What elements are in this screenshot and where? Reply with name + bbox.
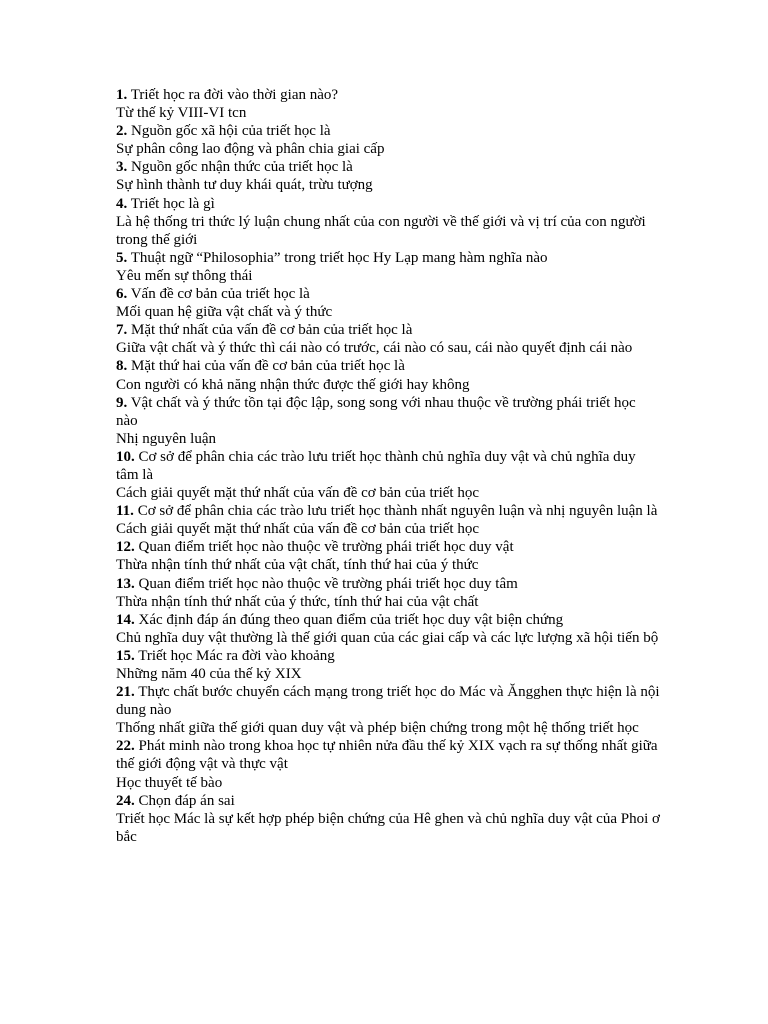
answer-text: Thống nhất giữa thế giới quan duy vật và phép biện chứng trong một hệ thống triết học [116,720,639,737]
question-number: 9. [116,394,128,411]
qa-item-9 [116,394,661,448]
answer-text: Sự phân công lao động và phân chia giai cấp [116,141,385,158]
qa-item-22 [116,737,661,791]
question-number: 11. [116,503,134,520]
question-text: Mặt thứ hai của vấn đề cơ bản của triết học là [127,358,405,375]
question [116,737,661,773]
question [116,158,661,176]
answer-text: Sự hình thành tư duy khái quát, trừu tượng [116,177,373,194]
question [116,86,661,104]
question-number: 10. [116,448,135,465]
question-number: 5. [116,249,128,266]
question-number: 2. [116,123,128,140]
qa-item-3 [116,158,661,194]
answer-text: Mối quan hệ giữa vật chất và ý thức [116,304,333,321]
question-text: Quan điểm triết học nào thuộc về trường phái triết học duy vật [134,539,514,556]
answer-text: Cách giải quyết mặt thứ nhất của vấn đề cơ bản của triết học [116,485,480,502]
question-number: 13. [116,575,135,592]
answer-text: Từ thế kỷ VIII-VI tcn [116,105,247,122]
answer-text: Thừa nhận tính thứ nhất của ý thức, tính thứ hai của vật chất [116,593,479,610]
question-text: Vật chất và ý thức tồn tại độc lập, song song với nhau thuộc về trường phái triết học nào [116,394,636,429]
qa-item-21 [116,683,661,737]
question-number: 12. [116,539,135,556]
question [116,502,661,520]
document-page [116,86,661,846]
answer-text: Triết học Mác là sự kết hợp phép biện chứng của Hê ghen và chủ nghĩa duy vật của Phoi ơ bắc [116,810,660,845]
qa-item-10 [116,448,661,502]
question-number: 15. [116,647,135,664]
question [116,285,661,303]
answer-text: Nhị nguyên luận [116,430,216,447]
question-number: 6. [116,286,128,303]
answer-text: Học thuyết tế bào [116,774,223,791]
question-number: 14. [116,611,135,628]
answer-text: Thừa nhận tính thứ nhất của vật chất, tính thứ hai của ý thức [116,557,479,574]
question [116,792,661,810]
question-number: 22. [116,738,135,755]
question [116,249,661,267]
question-text: Triết học Mác ra đời vào khoảng [134,647,335,664]
question-text: Cơ sở để phân chia các trào lưu triết học thành nhất nguyên luận và nhị nguyên luận là [133,503,658,520]
qa-item-14 [116,611,661,647]
question-number: 3. [116,159,128,176]
question-number: 7. [116,322,128,339]
question [116,394,661,430]
question [116,357,661,375]
question [116,683,661,719]
qa-item-6 [116,285,661,321]
answer-text: Chủ nghĩa duy vật thường là thế giới quan của các giai cấp và các lực lượng xã hội tiến bộ [116,629,659,646]
answer-text: Yêu mến sự thông thái [116,267,253,284]
qa-item-5 [116,249,661,285]
qa-item-13 [116,575,661,611]
answer-text: Những năm 40 của thế kỷ XIX [116,666,302,682]
question [116,538,661,556]
question [116,611,661,629]
answer-text: Con người có khả năng nhận thức được thế giới hay không [116,376,470,393]
question [116,321,661,339]
question-text: Nguồn gốc xã hội của triết học là [127,123,331,140]
question-text: Thuật ngữ “Philosophia” trong triết học Hy Lạp mang hàm nghĩa nào [127,249,548,266]
qa-item-12 [116,538,661,574]
question-number: 8. [116,358,128,375]
qa-item-4 [116,195,661,249]
question-text: Mặt thứ nhất của vấn đề cơ bản của triết học là [127,322,413,339]
question-text: Xác định đáp án đúng theo quan điểm của triết học duy vật biện chứng [134,611,564,628]
qa-item-24 [116,792,661,846]
qa-item-7 [116,321,661,357]
qa-item-2 [116,122,661,158]
question [116,448,661,484]
qa-item-15 [116,647,661,683]
qa-item-1 [116,86,661,122]
question-number: 4. [116,195,128,212]
question-text: Cơ sở để phân chia các trào lưu triết học thành chủ nghĩa duy vật và chủ nghĩa duy tâm là [116,448,636,483]
question-number: 21. [116,684,135,701]
question-text: Phát minh nào trong khoa học tự nhiên nửa đầu thế kỷ XIX vạch ra sự thống nhất giữa thế giới động vật và thực vật [116,738,658,773]
question-number: 1. [116,87,128,103]
question [116,195,661,213]
question-text: Thực chất bước chuyển cách mạng trong triết học do Mác và Ăngghen thực hiện là nội dung nào [116,684,660,719]
question-text: Nguồn gốc nhận thức của triết học là [127,159,353,176]
question-text: Chọn đáp án sai [134,792,235,809]
question [116,575,661,593]
answer-text: Giữa vật chất và ý thức thì cái nào có trước, cái nào có sau, cái nào quyết định cái nào [116,340,633,357]
question [116,647,661,665]
qa-item-11 [116,502,661,538]
question-text: Triết học là gì [127,195,215,212]
qa-item-8 [116,357,661,393]
answer-text: Cách giải quyết mặt thứ nhất của vấn đề cơ bản của triết học [116,521,480,538]
question-text: Vấn đề cơ bản của triết học là [127,286,310,303]
question [116,122,661,140]
question-number: 24. [116,792,135,809]
question-text: Quan điểm triết học nào thuộc về trường phái triết học duy tâm [134,575,518,592]
question-text: Triết học ra đời vào thời gian nào? [127,87,339,103]
answer-text: Là hệ thống tri thức lý luận chung nhất của con người về thế giới và vị trí của con người trong thế giới [116,213,646,248]
